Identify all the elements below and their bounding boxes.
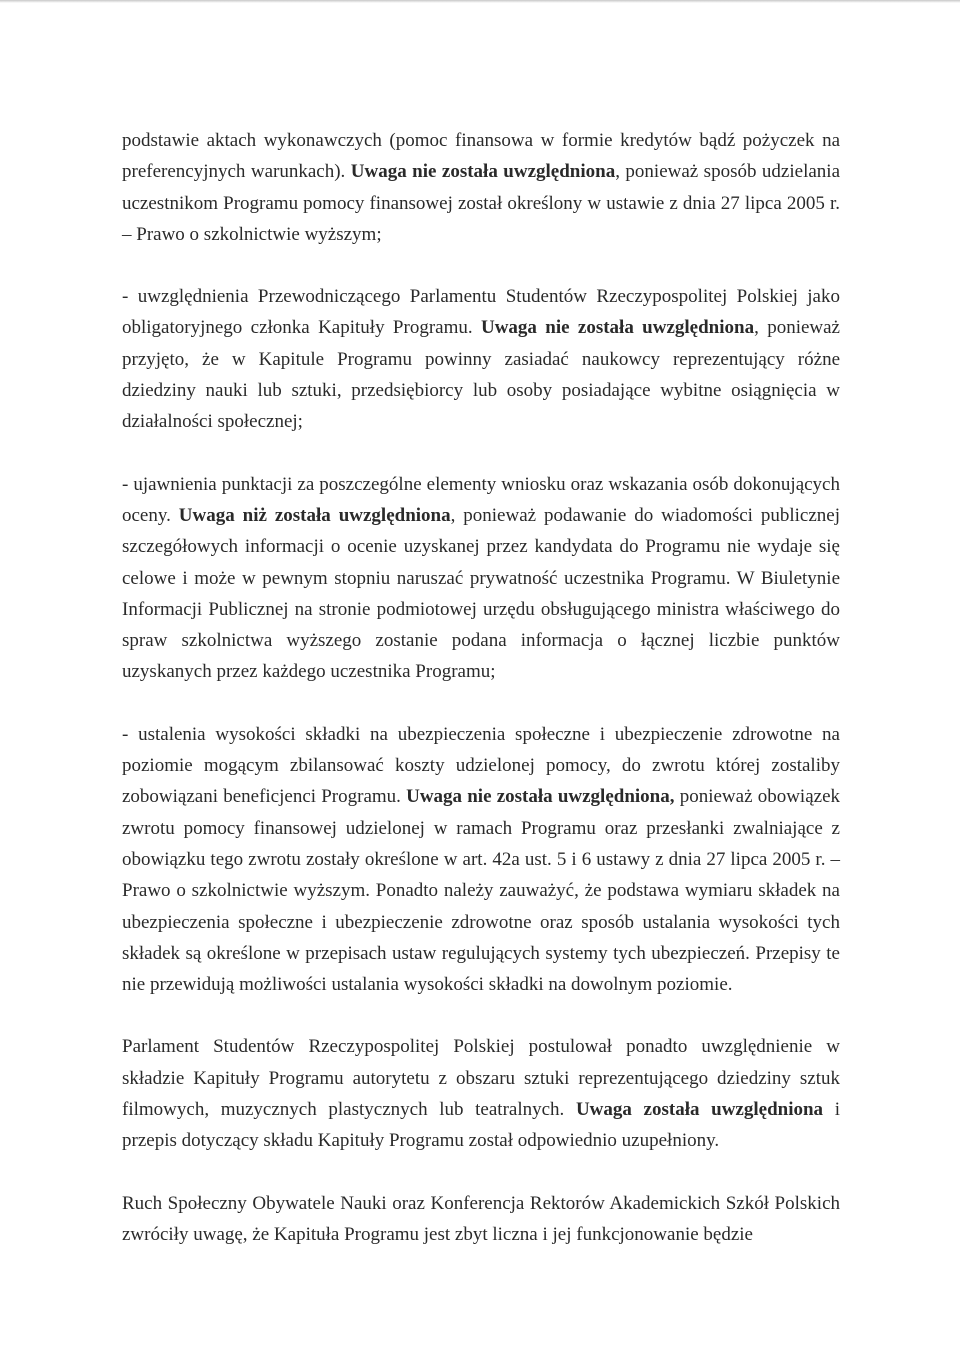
paragraph-6	[122, 1188, 840, 1251]
paragraph-1	[122, 125, 840, 250]
paragraph-3	[122, 469, 840, 688]
document-page	[122, 125, 840, 1250]
text-run: , ponieważ sposób udzielania uczestnikom Programu pomocy finansowej został określony w ustawie z dnia 27 lipca 2005 r. – Prawo o szkolnictwie wyższym;	[122, 161, 840, 245]
text-run: podstawie aktach wykonawczych (pomoc finansowa w formie kredytów bądź pożyczek na preferencyjnych warunkach).	[122, 130, 840, 183]
text-run: - ustalenia wysokości składki na ubezpieczenia społeczne i ubezpieczenie zdrowotne na poziomie mogącym zbilansować koszty udzielonej pomocy, do zwrotu której zostaliby zobowiązani beneficjenci Programu.	[122, 723, 840, 808]
bold-remark: Uwaga została uwzględniona	[575, 1099, 824, 1121]
text-run: Parlament Studentów Rzeczypospolitej Polskiej postulował ponadto uwzględnienie w składzie Kapituły Programu autorytetu z obszaru sztuki reprezentującego dziedziny sztuk filmowych, muzycznych plastycznych lub teatralnych.	[122, 1036, 840, 1121]
bold-remark: Uwaga nie została uwzględniona	[480, 317, 755, 339]
bold-remark: Uwaga nie została uwzględniona,	[406, 786, 675, 808]
text-run: Ruch Społeczny Obywatele Nauki oraz Konferencja Rektorów Akademickich Szkół Polskich zwróciły uwagę, że Kapituła Programu jest zbyt liczna i jej funkcjonowanie będzie	[122, 1192, 840, 1245]
text-run: i przepis dotyczący składu Kapituły Programu został odpowiednio uzupełniony.	[122, 1099, 840, 1152]
text-run: , ponieważ przyjęto, że w Kapitule Programu powinny zasiadać naukowcy reprezentujący różne dziedziny nauki lub sztuki, przedsiębiorcy lub osoby posiadające wybitne osiągnięcia w działalności społecznej;	[122, 317, 840, 433]
bold-remark: Uwaga nie została uwzględniona	[350, 161, 616, 183]
paragraph-5	[122, 1031, 840, 1156]
bold-remark: Uwaga niż została uwzględniona	[178, 504, 451, 526]
paragraph-4	[122, 719, 840, 1001]
text-run: - ujawnienia punktacji za poszczególne elementy wniosku oraz wskazania osób dokonujących oceny.	[122, 473, 840, 526]
text-run: ponieważ obowiązek zwrotu pomocy finansowej udzielonej w ramach Programu oraz przesłanki zwalniające z obowiązku tego zwrotu zostały określone w art. 42a ust. 5 i 6 ustawy z dnia 27 lipca 2005 r. – Prawo o szkolnictwie wyższym. Ponadto należy zauważyć, że podstawa wymiaru składek na ubezpieczenia społeczne i ubezpieczenie zdrowotne oraz sposób ustalania wysokości tych składek są określone w przepisach ustaw regulujących systemy tych ubezpieczeń. Przepisy te nie przewidują możliwości ustalania wysokości składki na dowolnym poziomie.	[122, 786, 840, 996]
text-run: - uwzględnienia Przewodniczącego Parlamentu Studentów Rzeczypospolitej Polskiej jako obligatoryjnego członka Kapituły Programu.	[122, 286, 840, 339]
paragraph-2	[122, 281, 840, 437]
scan-edge	[0, 0, 960, 3]
text-run: , ponieważ podawanie do wiadomości publicznej szczegółowych informacji o ocenie uzyskanej przez kandydata do Programu nie wydaje się celowe i może w pewnym stopniu naruszać prywatność uczestnika Programu. W Biuletynie Informacji Publicznej na stronie podmiotowej urzędu obsługującego ministra właściwego do spraw szkolnictwa wyższego zostanie podana informacja o łącznej liczbie punktów uzyskanych przez każdego uczestnika Programu;	[122, 504, 840, 683]
